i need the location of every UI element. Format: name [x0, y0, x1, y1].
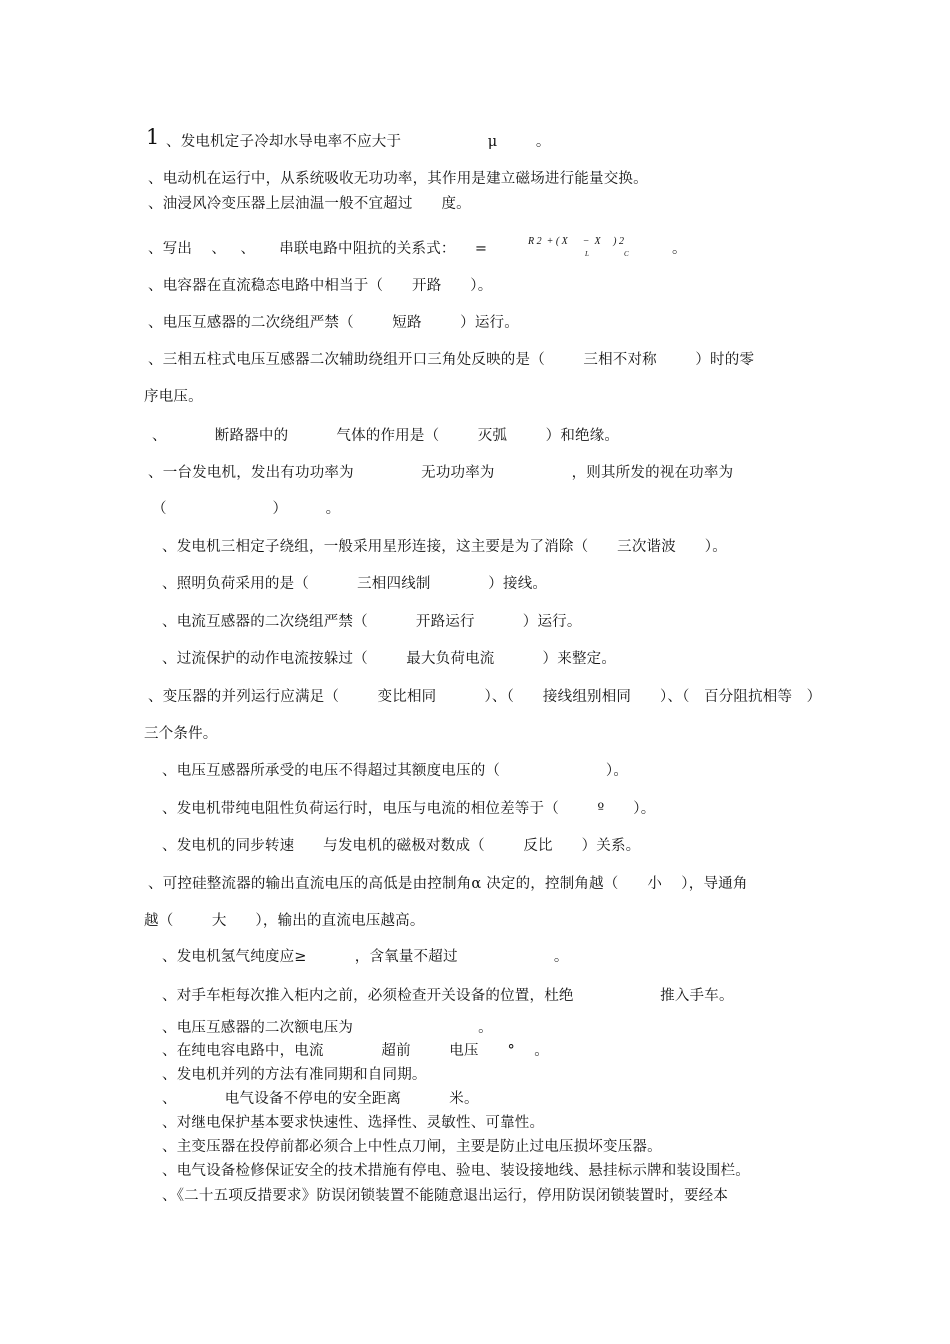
question-line: 、过流保护的动作电流按躲过（ 最大负荷电流 ）来整定。: [162, 651, 617, 667]
question-line: 。: [672, 241, 687, 257]
question-line: 、照明负荷采用的是（ 三相四线制 ）接线。: [162, 576, 548, 592]
question-line: （ ） 。: [152, 501, 341, 517]
question-line: 、写出 、 、 串联电路中阻抗的关系式： =: [148, 241, 488, 257]
question-line: 、变压器的并列运行应满足（ 变比相同 ）、（ 接线组别相同 ）、（ 百分阻抗相等 ）: [148, 689, 822, 705]
question-line: 序电压。: [144, 389, 203, 405]
question-line: 、对手车柜每次推入柜内之前，必须检查开关设备的位置，杜绝 推入手车。: [162, 988, 734, 1004]
question-line: 、在纯电容电路中，电流 超前 电压 ° 。: [162, 1043, 549, 1059]
question-line: 、《二十五项反措要求》防误闭锁装置不能随意退出运行，停用防误闭锁装置时，要经本: [162, 1188, 729, 1204]
question-line: 、发电机氢气纯度应≥ ，含氧量不超过 。: [162, 949, 569, 965]
formula-subscript-c: C: [624, 250, 629, 258]
question-number: 1: [146, 125, 160, 149]
question-line: 、发电机定子冷却水导电率不应大于 μ 。: [166, 134, 551, 150]
question-line: 、一台发电机，发出有功功率为 无功功率为 ，则其所发的视在功率为: [148, 465, 734, 481]
question-line: 、可控硅整流器的输出直流电压的高低是由控制角α 决定的，控制角越（ 小 ），导通角: [148, 876, 748, 892]
question-line: 、电压互感器所承受的电压不得超过其额度电压的（ ）。: [162, 763, 629, 779]
question-line: 、发电机带纯电阻性负荷运行时，电压与电流的相位差等于（ º ）。: [162, 801, 656, 817]
question-line: 、对继电保护基本要求快速性、选择性、灵敏性、可靠性。: [162, 1115, 545, 1131]
question-line: 、电容器在直流稳态电路中相当于（ 开路 ）。: [148, 278, 493, 294]
question-line: 、发电机并列的方法有准同期和自同期。: [162, 1067, 427, 1083]
question-line: 、发电机三相定子绕组，一般采用星形连接，这主要是为了消除（ 三次谐波 ）。: [162, 539, 727, 555]
impedance-formula: R 2 + ( X − X ) 2: [528, 236, 624, 247]
question-line: 、主变压器在投停前都必须合上中性点刀闸，主要是防止过电压损坏变压器。: [162, 1139, 662, 1155]
formula-subscript-l: L: [585, 250, 589, 258]
question-line: 、电压互感器的二次额电压为 。: [162, 1020, 493, 1036]
question-line: 、电动机在运行中，从系统吸收无功功率，其作用是建立磁场进行能量交换。: [148, 171, 648, 187]
question-line: 越（ 大 ），输出的直流电压越高。: [144, 913, 425, 929]
question-line: 三个条件。: [144, 726, 218, 742]
question-line: 、发电机的同步转速 与发电机的磁极对数成（ 反比 ）关系。: [162, 838, 641, 854]
question-line: 、 电气设备不停电的安全距离 米。: [162, 1091, 479, 1107]
question-line: 、电气设备检修保证安全的技术措施有停电、验电、装设接地线、悬挂标示牌和装设围栏。: [162, 1163, 750, 1179]
question-line: 、油浸风冷变压器上层油温一般不宜超过 度。: [148, 196, 471, 212]
question-line: 、电流互感器的二次绕组严禁（ 开路运行 ）运行。: [162, 614, 582, 630]
question-line: 、电压互感器的二次绕组严禁（ 短路 ）运行。: [148, 315, 519, 331]
question-line: 、三相五柱式电压互感器二次辅助绕组开口三角处反映的是（ 三相不对称 ）时的零: [148, 352, 755, 368]
question-line: 、 断路器中的 气体的作用是（ 灭弧 ）和绝缘。: [152, 428, 620, 444]
